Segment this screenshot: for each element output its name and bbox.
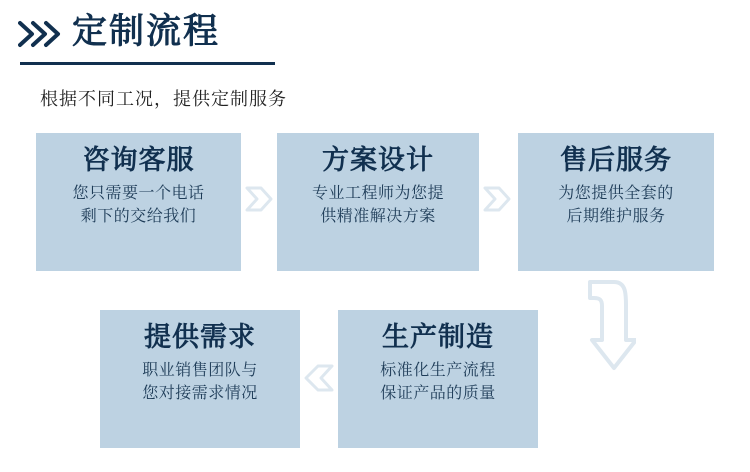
step-card-2 [277, 133, 479, 271]
step-4-description-line-2: 您对接需求情况 [142, 385, 258, 403]
page-header [18, 14, 220, 49]
step-card-1 [36, 133, 241, 271]
step-card-4 [100, 310, 300, 448]
step-2-description-line-1: 专业工程师为您提 [311, 185, 444, 203]
step-5-description-line-2: 保证产品的质量 [380, 385, 496, 403]
step-2-description-line-2: 供精准解决方案 [320, 208, 436, 226]
step-1-description [36, 182, 241, 228]
step-card-5 [338, 310, 538, 448]
step-3-description-line-2: 后期维护服务 [566, 208, 666, 226]
step-2-title: 方案设计 [322, 145, 434, 175]
step-card-3 [518, 133, 714, 271]
arrow-step2-to-step3 [483, 182, 511, 216]
double-chevron-right-icon [18, 19, 62, 49]
step-4-description-line-1: 职业销售团队与 [142, 362, 258, 380]
arrow-step5-to-step4 [302, 360, 334, 396]
step-2-description [277, 182, 479, 228]
step-5-title: 生产制造 [382, 322, 494, 352]
arrow-step3-to-step5 [556, 280, 636, 378]
title-underline [20, 62, 275, 65]
page-subtitle: 根据不同工况，提供定制服务 [40, 89, 287, 109]
step-3-description [518, 182, 714, 228]
step-4-description [100, 359, 300, 405]
step-1-description-line-2: 剩下的交给我们 [80, 208, 197, 226]
page-title: 定制流程 [72, 12, 221, 51]
step-3-title: 售后服务 [560, 145, 672, 175]
step-4-title: 提供需求 [144, 322, 256, 352]
step-3-description-line-1: 为您提供全套的 [558, 185, 674, 203]
step-5-description-line-1: 标准化生产流程 [380, 362, 496, 380]
arrow-step1-to-step2 [245, 182, 273, 216]
step-1-title: 咨询客服 [82, 145, 195, 175]
step-5-description [338, 359, 538, 405]
step-1-description-line-1: 您只需要一个电话 [72, 185, 205, 203]
